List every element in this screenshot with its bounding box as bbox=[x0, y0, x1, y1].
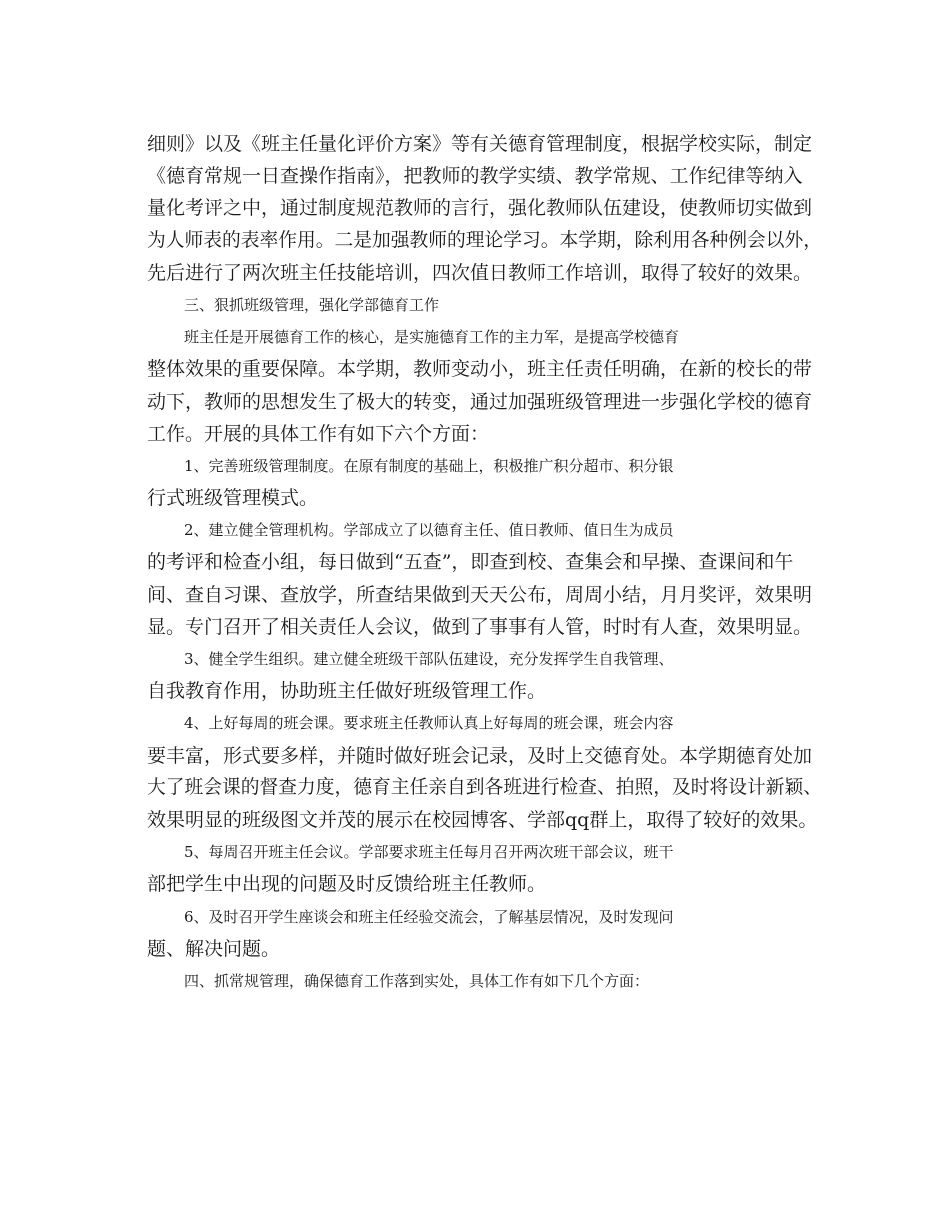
text-line: 为人师表的表率作用。二是加强教师的理论学习。本学期，除利用各种例会以外， bbox=[147, 229, 822, 251]
list-item-3: 3、健全学生组织。建立健全班级干部队伍建设，充分发挥学生自我管理、 bbox=[184, 650, 674, 668]
text-line: 整体效果的重要保障。本学期，教师变动小，班主任责任明确，在新的校长的带 bbox=[147, 358, 813, 381]
section-heading-3: 三、狠抓班级管理，强化学部德育工作 bbox=[184, 295, 440, 314]
text-line: 的考评和检查小组，每日做到“五查”，即查到校、查集会和早操、查课间和午 bbox=[147, 551, 794, 574]
text-line: 效果明显的班级图文并茂的展示在校园博客、学部qq群上，取得了较好的效果。 bbox=[147, 808, 818, 831]
text-line: 动下，教师的思想发生了极大的转变，通过加强班级管理进一步强化学校的德育 bbox=[147, 390, 813, 413]
text-line: 行式班级管理模式。 bbox=[147, 487, 319, 510]
text-line: 题、解决问题。 bbox=[147, 937, 281, 960]
section-heading-4: 四、抓常规管理，确保德育工作落到实处，具体工作有如下几个方面： bbox=[184, 971, 650, 990]
text-line: 间、查自习课、查放学，所查结果做到天天公布，周周小结，月月奖评，效果明 bbox=[147, 583, 813, 606]
text-line: 班主任是开展德育工作的核心，是实施德育工作的主力军，是提高学校德育 bbox=[184, 328, 680, 347]
text-line: 要丰富，形式要多样，并随时做好班会记录，及时上交德育处。本学期德育处加 bbox=[147, 744, 813, 767]
text-line: 先后进行了两次班主任技能培训，四次值日教师工作培训，取得了较好的效果。 bbox=[147, 261, 813, 284]
text-line: 工作。开展的具体工作有如下六个方面： bbox=[147, 422, 490, 445]
text-line: 大了班会课的督查力度，德育主任亲自到各班进行检查、拍照，及时将设计新颖、 bbox=[147, 776, 822, 798]
document-body bbox=[147, 128, 827, 997]
list-item-4: 4、上好每周的班会课。要求班主任教师认真上好每周的班会课，班会内容 bbox=[184, 714, 674, 733]
text-line: 量化考评之中，通过制度规范教师的言行，强化教师队伍建设，使教师切实做到 bbox=[147, 197, 813, 220]
text-line: 显。专门召开了相关责任人会议，做到了事事有人管，时时有人查，效果明显。 bbox=[147, 615, 813, 638]
list-item-1: 1、完善班级管理制度。在原有制度的基础上，积极推广积分超市、积分银 bbox=[184, 456, 674, 475]
list-item-5: 5、每周召开班主任会议。学部要求班主任每月召开两次班干部会议，班干 bbox=[184, 843, 674, 862]
text-line: 自我教育作用，协助班主任做好班级管理工作。 bbox=[147, 680, 547, 703]
text-line: 部把学生中出现的问题及时反馈给班主任教师。 bbox=[147, 873, 547, 896]
list-item-2: 2、建立健全管理机构。学部成立了以德育主任、值日教师、值日生为成员 bbox=[184, 521, 674, 540]
text-line: 《德育常规一日查操作指南》，把教师的教学实绩、教学常规、工作纪律等纳入 bbox=[147, 165, 803, 188]
list-item-6: 6、及时召开学生座谈会和班主任经验交流会，了解基层情况，及时发现问 bbox=[184, 907, 674, 926]
text-line: 细则》以及《班主任量化评价方案》等有关德育管理制度，根据学校实际，制定 bbox=[147, 133, 813, 155]
